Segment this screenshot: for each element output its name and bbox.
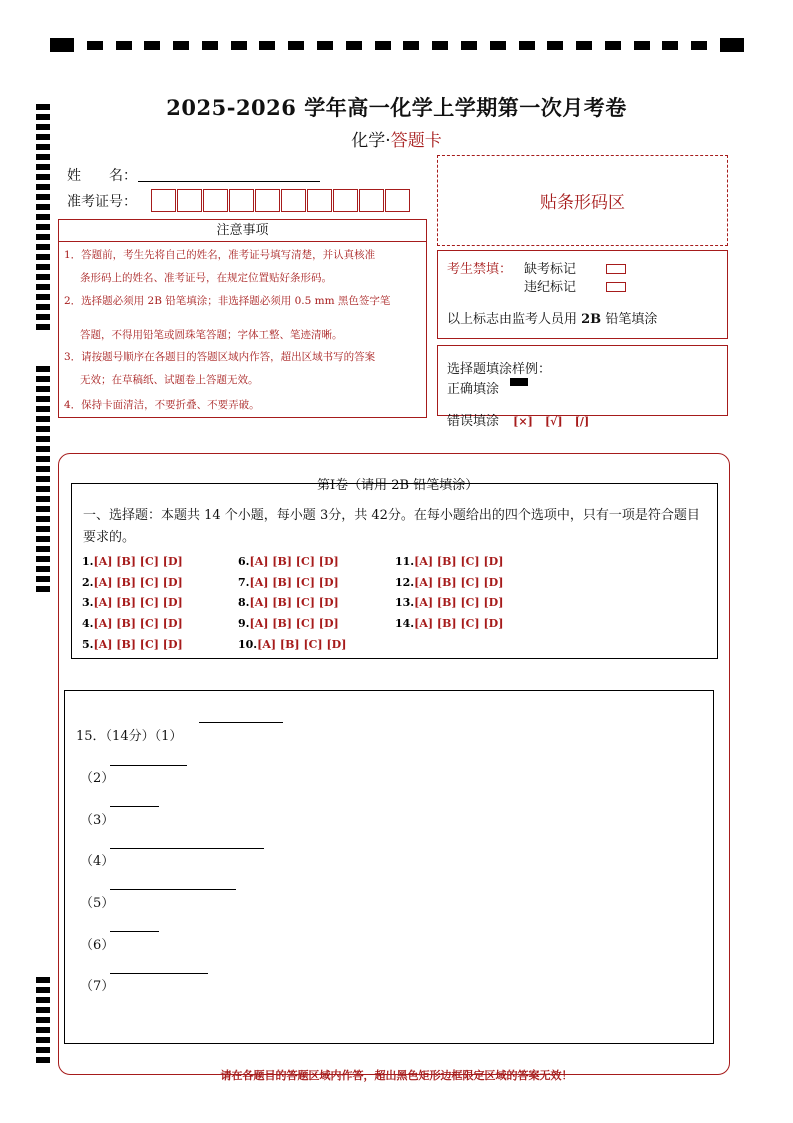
- alignment-marker: [691, 41, 707, 50]
- alignment-marker: [519, 41, 535, 50]
- alignment-marker: [605, 41, 621, 50]
- notice-line: 无效；在草稿纸、试题卷上答题无效。: [80, 374, 259, 386]
- exam-id-box[interactable]: [255, 189, 280, 212]
- question-15-label: 15．（14分）（1）: [76, 729, 183, 744]
- wrong-fill-row: [447, 410, 589, 429]
- alignment-marker: [375, 41, 391, 50]
- exam-id-box[interactable]: [281, 189, 306, 212]
- fill-sample-box: [437, 345, 728, 416]
- answer-blank-4[interactable]: [110, 848, 264, 849]
- wrong-mark-slash: [/]: [574, 415, 590, 428]
- sub-question-label: （6）: [80, 938, 115, 953]
- section-1-title: 第Ⅰ卷（请用 2B 铅笔填涂）: [315, 474, 480, 493]
- exam-id-box[interactable]: [359, 189, 384, 212]
- name-field[interactable]: [138, 181, 320, 182]
- question-9[interactable]: 9.[A] [B] [C] [D]: [238, 617, 339, 630]
- alignment-marker: [432, 41, 448, 50]
- notice-line: 条形码上的姓名、准考证号，在规定位置贴好条形码。: [80, 272, 332, 284]
- alignment-marker: [231, 41, 247, 50]
- exam-id-box[interactable]: [307, 189, 332, 212]
- alignment-marker: [317, 41, 333, 50]
- question-3[interactable]: 3.[A] [B] [C] [D]: [82, 596, 183, 609]
- barcode-label: 贴条形码区: [540, 193, 625, 213]
- alignment-marker: [259, 41, 275, 50]
- notice-line: 2．选择题必须用 2B 铅笔填涂；非选择题必须用 0.5 mm 黑色签字笔: [64, 295, 391, 307]
- question-8[interactable]: 8.[A] [B] [C] [D]: [238, 596, 339, 609]
- exam-id-box[interactable]: [203, 189, 228, 212]
- sub-question-label: （2）: [80, 771, 115, 786]
- section-1-title-line: [315, 483, 492, 484]
- notice-line: 1．答题前，考生先将自己的姓名，准考证号填写清楚，并认真核准: [64, 249, 376, 261]
- question-14[interactable]: 14.[A] [B] [C] [D]: [395, 617, 504, 630]
- subtitle-subject: 化学·: [351, 131, 391, 151]
- sample-heading: 选择题填涂样例：: [447, 362, 552, 377]
- section-1-box: [71, 483, 718, 659]
- question-10[interactable]: 10.[A] [B] [C] [D]: [238, 638, 347, 651]
- alignment-marker: [116, 41, 132, 50]
- left-marker-column: [36, 366, 50, 592]
- notice-box: [58, 242, 427, 418]
- alignment-marker: [720, 38, 744, 52]
- barcode-area: [437, 155, 728, 246]
- alignment-marker: [202, 41, 218, 50]
- question-12[interactable]: 12.[A] [B] [C] [D]: [395, 576, 504, 589]
- exam-id-box[interactable]: [177, 189, 202, 212]
- alignment-marker: [403, 41, 419, 50]
- section-2-box: [64, 690, 714, 1044]
- violation-mark-label: 违纪标记: [524, 280, 577, 295]
- proctor-note: 以上标志由监考人员用 2B 铅笔填涂: [447, 312, 658, 327]
- question-1[interactable]: 1.[A] [B] [C] [D]: [82, 555, 183, 568]
- correct-fill-label: 正确填涂: [447, 382, 500, 397]
- notice-line: 答题，不得用铅笔或圆珠笔答题；字体工整、笔迹清晰。: [80, 329, 343, 341]
- sub-question-label: （4）: [80, 854, 115, 869]
- question-11[interactable]: 11.[A] [B] [C] [D]: [395, 555, 504, 568]
- question-5[interactable]: 5.[A] [B] [C] [D]: [82, 638, 183, 651]
- answer-blank-7[interactable]: [110, 973, 208, 974]
- alignment-marker: [50, 38, 74, 52]
- wrong-mark-check: [√]: [544, 415, 563, 428]
- exam-id-box[interactable]: [229, 189, 254, 212]
- exam-id-box[interactable]: [151, 189, 176, 212]
- subtitle-answer-card: 答题卡: [390, 131, 442, 151]
- wrong-mark-cross: [×]: [513, 415, 533, 428]
- exam-id-box[interactable]: [385, 189, 410, 212]
- alignment-marker: [634, 41, 650, 50]
- question-6[interactable]: 6.[A] [B] [C] [D]: [238, 555, 339, 568]
- answer-blank-1[interactable]: [199, 722, 283, 723]
- sub-question-label: （3）: [80, 813, 115, 828]
- question-2[interactable]: 2.[A] [B] [C] [D]: [82, 576, 183, 589]
- alignment-marker: [547, 41, 563, 50]
- left-marker-column: [36, 977, 50, 1063]
- alignment-marker-strip: [50, 38, 744, 52]
- alignment-marker: [288, 41, 304, 50]
- question-13[interactable]: 13.[A] [B] [C] [D]: [395, 596, 504, 609]
- notice-line: 4．保持卡面清洁，不要折叠、不要弄破。: [64, 399, 260, 411]
- page-title: 2025-2026 学年高一化学上学期第一次月考卷: [166, 95, 627, 120]
- alignment-marker: [87, 41, 103, 50]
- notice-line: 3．请按题号顺序在各题目的答题区域内作答，超出区域书写的答案: [64, 351, 376, 363]
- violation-mark-box[interactable]: [606, 282, 626, 292]
- sub-question-label: （5）: [80, 896, 115, 911]
- alignment-marker: [173, 41, 189, 50]
- question-7[interactable]: 7.[A] [B] [C] [D]: [238, 576, 339, 589]
- notice-heading: 注意事项: [58, 219, 427, 242]
- alignment-marker: [461, 41, 477, 50]
- absent-mark-box[interactable]: [606, 264, 626, 274]
- proctor-marks-box: [437, 250, 728, 339]
- alignment-marker: [144, 41, 160, 50]
- sub-question-label: （7）: [80, 979, 115, 994]
- alignment-marker: [662, 41, 678, 50]
- question-4[interactable]: 4.[A] [B] [C] [D]: [82, 617, 183, 630]
- section-1-instructions: 一、选择题：本题共 14 个小题，每小题 3分，共 42分。在每小题给出的四个选项中，只有一项是符合题目要求的。: [83, 508, 700, 545]
- answer-blank-6[interactable]: [110, 931, 159, 932]
- absent-mark-label: 缺考标记: [524, 262, 577, 277]
- alignment-marker: [576, 41, 592, 50]
- answer-blank-5[interactable]: [110, 889, 236, 890]
- correct-fill-example: [510, 378, 528, 386]
- forbidden-label: 考生禁填：: [447, 262, 513, 277]
- name-label: 姓 名：: [67, 168, 137, 184]
- exam-id-boxes[interactable]: [151, 189, 411, 212]
- alignment-marker: [346, 41, 362, 50]
- page-subtitle: [0, 126, 793, 151]
- exam-id-box[interactable]: [333, 189, 358, 212]
- footer-warning: 请在各题目的答题区域内作答，超出黑色矩形边框限定区域的答案无效！: [220, 1069, 573, 1082]
- wrong-fill-label: 错误填涂: [447, 414, 500, 429]
- answer-blank-2[interactable]: [110, 765, 187, 766]
- alignment-marker: [490, 41, 506, 50]
- exam-id-label: 准考证号：: [67, 194, 137, 210]
- answer-blank-3[interactable]: [110, 806, 159, 807]
